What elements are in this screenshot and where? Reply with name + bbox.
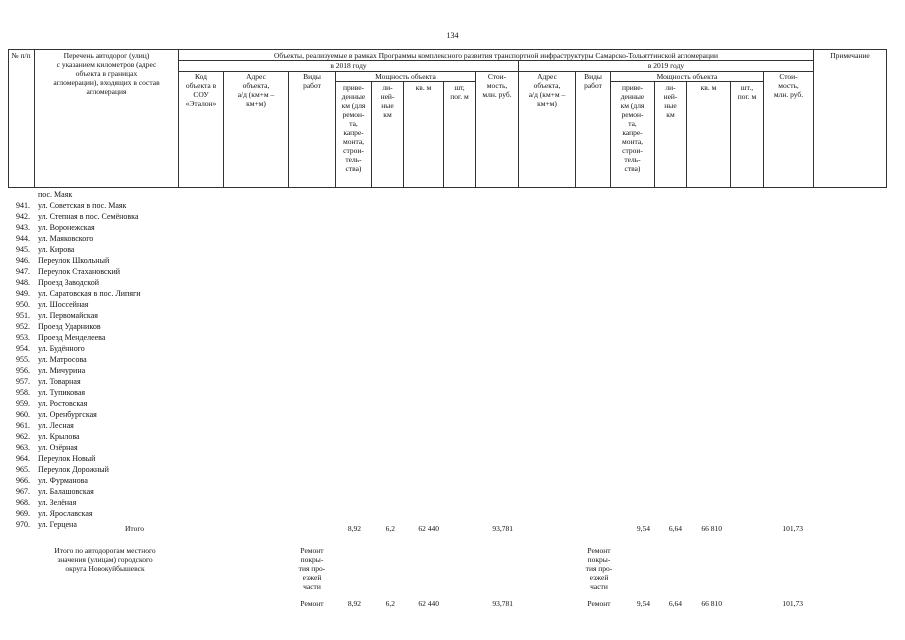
header-cost-2019: Стои- мость, млн. руб. (773, 72, 804, 99)
header-pcs-2019: шт., пог. м (737, 83, 757, 101)
total-local-label: Итого по автодорогам местного значения (улицам) городского округа Новокуйбышевск (54, 546, 156, 573)
itogo-reduced-km-2018: 8,92 (347, 524, 361, 533)
header-cost-2018: Стои- мость, млн. руб. (482, 72, 512, 99)
header-year-2018: в 2018 году (330, 61, 367, 70)
itogo-linear-km-2019: 6,64 (668, 524, 682, 533)
header-reduced-km-2019: приве- денные км (для ремон- та, капре- монта, строи- тель- ства) (620, 83, 645, 173)
remont-cost-2019: 101,73 (782, 599, 803, 608)
table-header (0, 49, 905, 188)
itogo-sqm-2018: 62 440 (418, 524, 439, 533)
header-pcs-2018: шт, пог. м (450, 83, 469, 101)
header-note: Примечание (830, 51, 870, 60)
page-number: 134 (446, 31, 459, 40)
itogo-linear-km-2018: 6,2 (385, 524, 395, 533)
header-linear-km-2018: ли- ней- ные км (380, 83, 395, 119)
header-address: Адрес объекта, а/д (км+м – км+м) (237, 72, 275, 108)
header-code: Код объекта в СОУ «Эталон» (185, 72, 217, 108)
header-num: № п/п (11, 51, 31, 60)
header-sqm-2019: кв. м (700, 83, 717, 92)
total-local-works-2018: Ремонт покры- тия про- езжей части (298, 546, 326, 591)
header-linear-km-2019: ли- ней- ные км (663, 83, 678, 119)
itogo-reduced-km-2019: 9,54 (636, 524, 650, 533)
header-objects-title: Объекты, реализуемые в рамках Программы комплексного развития транспортной инфраструктуры Самарско-Тольяттинской агломерации (273, 51, 719, 60)
header-capacity-2018: Мощность объекта (375, 72, 436, 81)
itogo-sqm-2019: 66 810 (701, 524, 722, 533)
remont-sqm-2018: 62 440 (418, 599, 439, 608)
remont-reduced-km-2018: 8,92 (347, 599, 361, 608)
itogo-cost-2018: 93,781 (492, 524, 513, 533)
header-reduced-km-2018: приве- денные км (для ремон- та, капре- монта, строи- тель- ства) (341, 83, 366, 173)
header-sqm-2018: кв. м (415, 83, 432, 92)
remont-sqm-2019: 66 810 (701, 599, 722, 608)
remont-cost-2018: 93,781 (492, 599, 513, 608)
header-year-2019: в 2019 году (647, 61, 685, 70)
itogo-label: Итого (125, 524, 144, 533)
remont-linear-km-2018: 6,2 (385, 599, 395, 608)
remont-reduced-km-2019: 9,54 (636, 599, 650, 608)
header-works-2019: Виды работ (584, 72, 602, 90)
header-works: Виды работ (303, 72, 321, 90)
header-address-2019: Адрес объекта, а/д (км+м – км+м) (528, 72, 566, 108)
total-local-works-2019: Ремонт покры- тия про- езжей части (585, 546, 613, 591)
itogo-cost-2019: 101,73 (782, 524, 803, 533)
remont-works-2018: Ремонт (300, 599, 324, 608)
header-capacity-2019: Мощность объекта (656, 72, 718, 81)
header-list: Перечень автодорог (улиц) с указанием километров (адрес объекта в границах агломерации), входящих в состав агломерация (53, 51, 160, 96)
remont-linear-km-2019: 6,64 (668, 599, 682, 608)
remont-works-2019: Ремонт (587, 599, 611, 608)
